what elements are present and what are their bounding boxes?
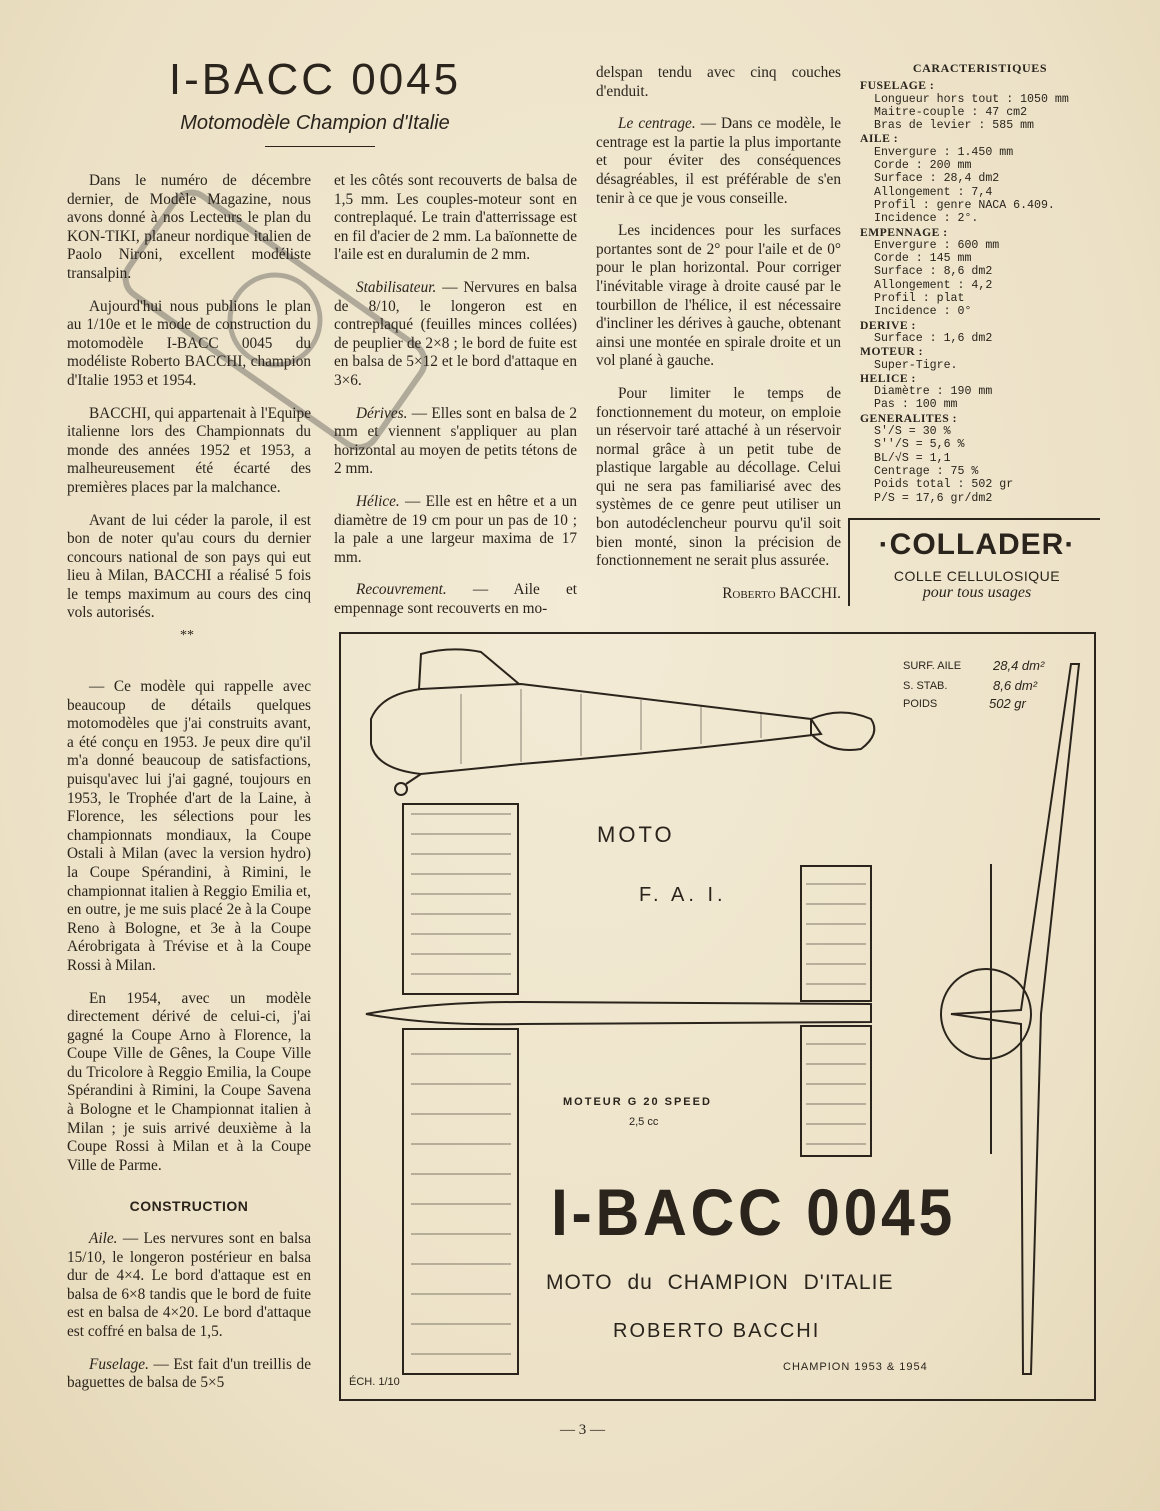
- construction-text: [67, 1230, 311, 1407]
- page-number: — 3 —: [560, 1422, 605, 1438]
- front-view-wing: [951, 664, 1079, 1374]
- paragraph: [334, 279, 577, 391]
- column-2: [334, 172, 577, 632]
- plan-stab-label: S. STAB.: [903, 680, 948, 692]
- paragraph: [334, 493, 577, 567]
- spec-item: Profil : plat: [874, 292, 965, 306]
- side-view-fuselage: [371, 684, 821, 774]
- paragraph-text: et les côtés sont recouverts de balsa de 1,5 mm. Les couples-moteur sont en contreplaqué. Le train d'atterrissage est en fil d'acier de 2 mm. La baïonnette de l'aile est en duralumin de 2 mm.: [334, 172, 577, 264]
- ad-tagline: COLLE CELLULOSIQUE: [893, 568, 1061, 584]
- spec-item: S''/S = 5,6 %: [874, 438, 965, 452]
- top-view-fuselage: [366, 1002, 871, 1024]
- paragraph: [596, 64, 841, 101]
- paragraph: [67, 1356, 311, 1393]
- spec-item: Corde : 200 mm: [874, 159, 972, 173]
- wing-right-panel: [403, 1029, 518, 1374]
- plan-displacement: 2,5 cc: [629, 1116, 659, 1128]
- characteristics-list: [860, 79, 1100, 505]
- paragraph-text: delspan tendu avec cinq couches d'enduit.: [596, 64, 841, 100]
- ad-slogan: pour tous usages: [922, 584, 1032, 601]
- spec-item: Centrage : 75 %: [874, 464, 979, 478]
- paragraph-text: — Elles sont en balsa de 2 mm et viennent s'appliquer au plan horizontal au moyen de petits tétons de 2 mm.: [334, 404, 577, 478]
- spec-item: BL/√S = 1,1: [874, 451, 951, 465]
- column-1: [67, 172, 311, 637]
- paragraph-lead: Hélice.: [356, 492, 400, 510]
- plan-big-title: I-BACC 0045: [551, 1175, 956, 1249]
- paragraph-text: — Elle est en hêtre et a un diamètre de 19 cm pour un pas de 10 ; la pale a une largeur maxima de 17 mm.: [334, 492, 577, 566]
- paragraph-lead: Fuselage.: [89, 1355, 149, 1373]
- title-rule: [265, 146, 375, 147]
- spec-item: Allongement : 4,2: [874, 278, 993, 292]
- page-title: I-BACC 0045: [168, 55, 462, 104]
- plan-scale: ÉCH. 1/10: [349, 1376, 400, 1388]
- plan-fai-label: F. A. I.: [639, 884, 727, 906]
- plan-subtitle: MOTO du CHAMPION D'ITALIE: [546, 1271, 894, 1294]
- spec-item: S'/S = 30 %: [874, 425, 951, 439]
- spec-section-heading: AILE :: [860, 132, 899, 146]
- paragraph: [596, 115, 841, 208]
- plan-surf-aile-label: SURF. AILE: [903, 660, 962, 672]
- paragraph: [334, 405, 577, 479]
- spec-section-heading: DERIVE :: [860, 318, 916, 332]
- paragraph-text: Les incidences pour les surfaces portantes sont de 2° pour l'aile et de 0° pour le plan horizontal. Pour corriger l'inévitable virage à droite causé par le tourbillon de l'hélice, il est nécessaire d'incliner les dérives à gauche, obtenant ainsi une montée en spirale droite et un vol plané à gauche.: [596, 222, 841, 370]
- spec-item: Diamètre : 190 mm: [874, 385, 993, 399]
- paragraph: Aujourd'hui nous publions le plan au 1/10e et le mode de construction du motomodèle I-BACC 0045 du modéliste Roberto BACCHI, champion d'Italie 1953 et 1954.: [67, 297, 311, 389]
- spec-item: Corde : 145 mm: [874, 252, 972, 266]
- paragraph: BACCHI, qui appartenait à l'Equipe italienne lors des Championnats du monde des années 1952 et 1953, a malheureusement été écarté des premières places par la malchance.: [67, 404, 311, 496]
- model-plan-drawing: [339, 632, 1096, 1401]
- plan-poids-value: 502 gr: [989, 696, 1026, 711]
- plan-moto-label: MOTO: [597, 822, 675, 847]
- wing-left-panel: [403, 804, 518, 994]
- spec-item: Envergure : 600 mm: [874, 238, 1000, 252]
- spec-item: Allongement : 7,4: [874, 185, 993, 199]
- paragraph: [334, 581, 577, 618]
- plan-championships: CHAMPION 1953 & 1954: [783, 1361, 928, 1373]
- spec-item: Bras de levier : 585 mm: [874, 119, 1035, 133]
- spec-item: Surface : 8,6 dm2: [874, 265, 993, 279]
- paragraph: — Ce modèle qui rappelle avec beaucoup de détails quelques motomodèles que j'ai construits avant, a été conçu en 1953. Je peux dire qu'il m'a donné beaucoup de satisfactions, puisqu'avec lui j'ai gagné, toujours en 1953, le Trophée d'art de la Laine, à Florence, les sélections pour les championnats mondiaux, la Coupe Ostali à Milan (avec la version hydro) la Coupe Spérandini, à Rimini, le championnat italien à Reggio Emilia et, en outre, je me suis placé 2e à la Coupe Reno à Bologne, et 3e à la Coupe Aérobrigata à Trévise et à la Coupe Rossi à Milan.: [67, 678, 311, 974]
- paragraph: [67, 1230, 311, 1342]
- plan-engine-label: MOTEUR G 20 SPEED: [563, 1096, 712, 1108]
- spec-section-heading: FUSELAGE :: [860, 79, 935, 93]
- characteristics-panel: [860, 62, 1100, 505]
- spec-item: Super-Tigre.: [874, 358, 958, 372]
- paragraph: En 1954, avec un modèle directement dérivé de celui-ci, j'ai gagné la Coupe Arno à Florence, la Coupe Ville de Gênes, la Coupe Ville du Tricolore à Reggio Emilia, la Coupe Spérandini à Rimini, la Coupe Savena à Bologne et le Championnat italien à Milan ; je suis arrivé deuxième à la Coupe Rossi à Milan et à la Coupe Ville de Parme.: [67, 989, 311, 1174]
- section-separator: **: [180, 628, 194, 643]
- spec-section-heading: GENERALITES :: [860, 411, 958, 425]
- spec-item: Surface : 1,6 dm2: [874, 331, 993, 345]
- plan-surf-aile-value: 28,4 dm²: [993, 658, 1045, 673]
- paragraph-text: — Aile et empennage sont recouverts en mo-: [334, 581, 577, 617]
- paragraph-text: — Dans ce modèle, le centrage est la partie la plus importante et pour éviter des conséquences désagréables, il est préférable de s'en tenir à ce que je vous conseille.: [596, 115, 841, 207]
- spec-item: Incidence : 0°: [874, 305, 972, 319]
- paragraph-lead: Dérives.: [356, 404, 408, 422]
- spec-item: Maitre-couple : 47 cm2: [874, 105, 1028, 119]
- paragraph-text: — Nervures en balsa de 8/10, le longeron est en contreplaqué (feuilles minces collées) de peuplier de 2×8 ; le bord de fuite est en balsa de 5×12 et le bord d'attaque en 3×6.: [334, 278, 577, 389]
- paragraph-lead: Recouvrement.: [356, 581, 447, 599]
- spec-item: Poids total : 502 gr: [874, 478, 1014, 492]
- paragraph-lead: Le centrage.: [618, 115, 696, 133]
- spec-item: P/S = 17,6 gr/dm2: [874, 491, 993, 505]
- side-view-fin: [811, 713, 874, 751]
- spec-item: Profil : genre NACA 6.409.: [874, 198, 1055, 212]
- paragraph-lead: Aile.: [89, 1230, 118, 1247]
- side-view-pylon: [419, 649, 519, 689]
- paragraph: Dans le numéro de décembre dernier, de Modèle Magazine, nous avons donné à nos Lecteurs le plan du KON-TIKI, planeur nordique italien de Paolo Nironi, excellent modéliste transalpin.: [67, 172, 311, 282]
- ad-brand: ·COLLADER·: [878, 528, 1076, 561]
- paragraph-text: — Est fait d'un treillis de baguettes de balsa de 5×5: [67, 1355, 311, 1392]
- plan-poids-label: POIDS: [903, 698, 938, 710]
- paragraph-text: — Les nervures sont en balsa 15/10, le longeron postérieur en balsa dur de 4×4. Le bord d'attaque est en balsa de 6×8 tandis que le bord de fuite est en balsa de 4×20. Le bord d'attaque est coffré en balsa de 1,5.: [67, 1230, 311, 1340]
- plan-author: ROBERTO BACCHI: [613, 1320, 821, 1342]
- spec-item: Incidence : 2°.: [874, 212, 979, 226]
- author-signature: Roberto BACCHI.: [722, 584, 841, 602]
- paragraph-lead: Stabilisateur.: [356, 278, 437, 296]
- paragraph-text: Pour limiter le temps de fonctionnement du moteur, on emploie un réservoir taré attaché à un réservoir normal grâce à un petit tube de plastique largable au décollage. Celui qui ne sera pas familiarisé avec des systèmes de ce genre peut utiliser un bon autodéclencheur pourvu qu'il soit bien monté, sinon la précision de fonctionnement ne serait plus assurée.: [596, 384, 841, 570]
- column-1-continued: [67, 678, 311, 1189]
- spec-section-heading: MOTEUR :: [860, 345, 923, 359]
- paragraph: [334, 172, 577, 265]
- paragraph: [596, 385, 841, 571]
- plan-stab-value: 8,6 dm²: [993, 678, 1038, 693]
- paragraph: [596, 222, 841, 371]
- spec-item: Pas : 100 mm: [874, 398, 958, 412]
- stabilizer-top: [801, 866, 871, 1001]
- spec-item: Longueur hors tout : 1050 mm: [874, 92, 1069, 106]
- spec-item: Surface : 28,4 dm2: [874, 172, 1000, 186]
- spec-section-heading: HELICE :: [860, 371, 916, 385]
- collader-advertisement: [848, 518, 1100, 606]
- stabilizer-bottom: [801, 1026, 871, 1156]
- characteristics-heading: CARACTERISTIQUES: [912, 61, 1048, 75]
- column-3: [596, 64, 841, 617]
- page-subtitle: Motomodèle Champion d'Italie: [180, 112, 450, 134]
- paragraph: Avant de lui céder la parole, il est bon de noter qu'au cours du dernier concours national de son pays qui eut lieu à Milan, BACCHI a réalisé 5 fois le temps maximum au cours des cinq vols autorisés.: [67, 511, 311, 622]
- spec-section-heading: EMPENNAGE :: [860, 225, 948, 239]
- spec-item: Envergure : 1.450 mm: [874, 145, 1014, 159]
- construction-heading: CONSTRUCTION: [129, 1198, 249, 1214]
